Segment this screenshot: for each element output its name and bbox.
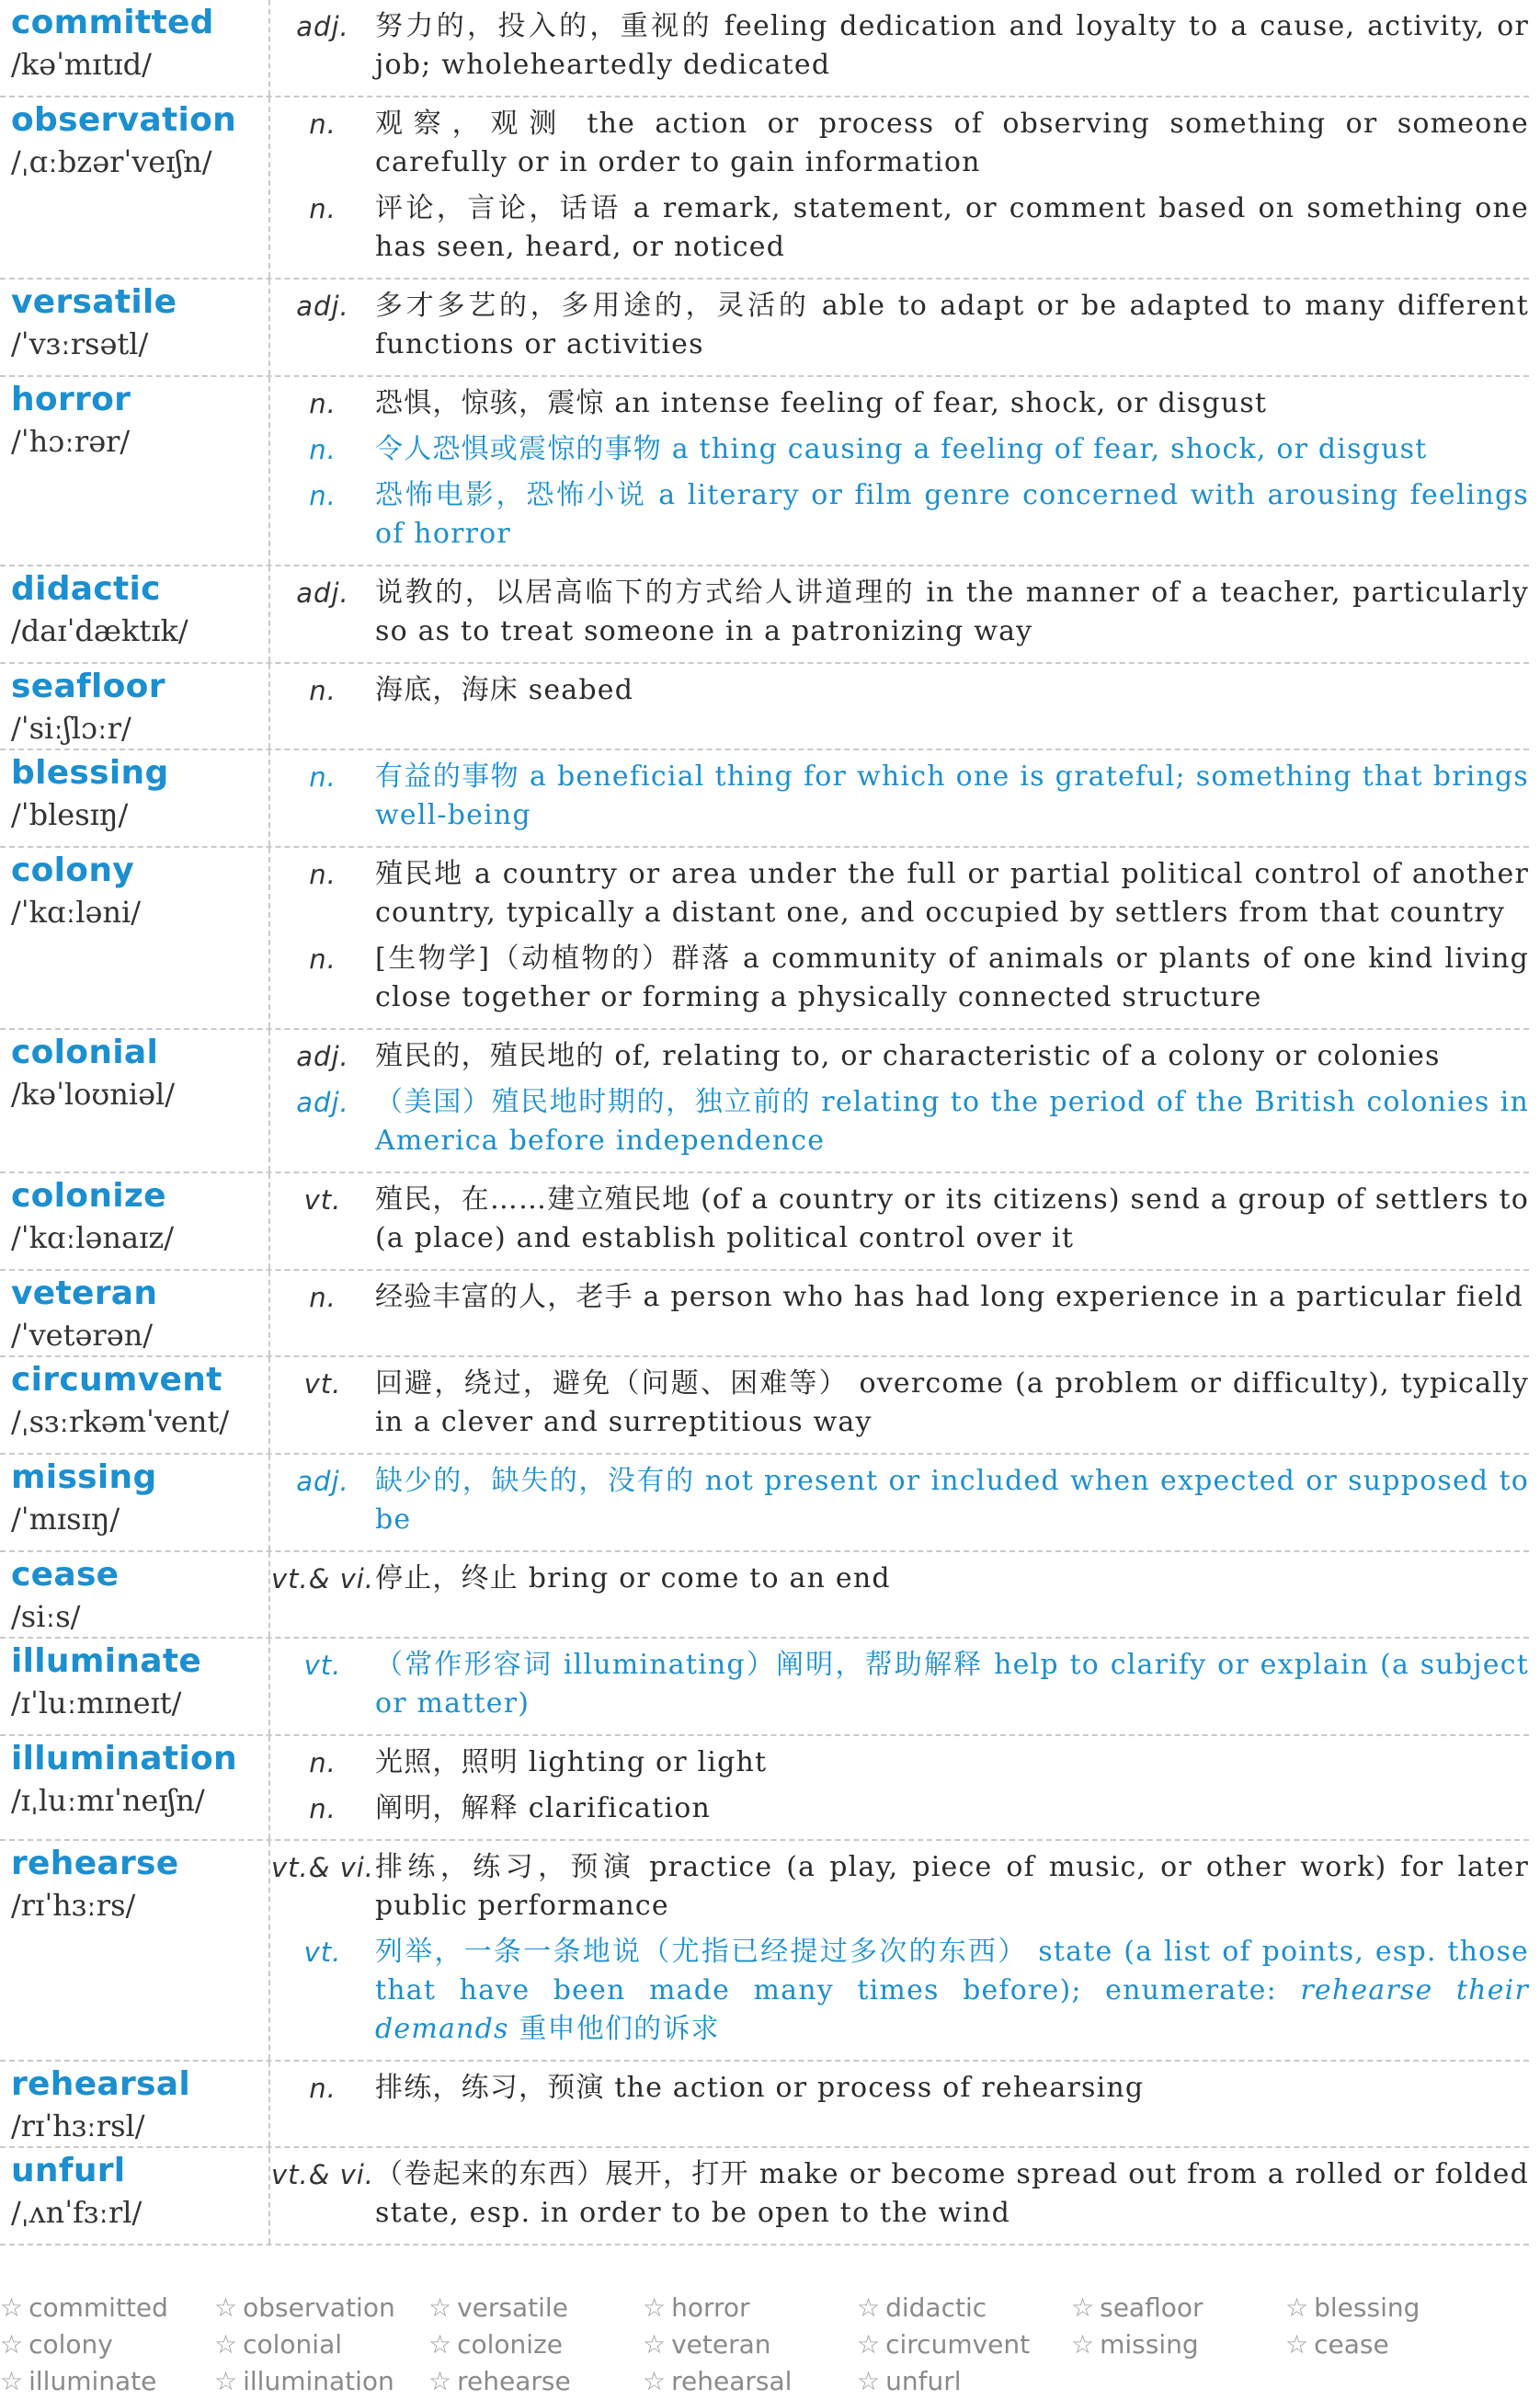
definition-text: 有益的事物 a beneficial thing for which one is grateful; something that brings well-being [375, 760, 1529, 831]
entry-row [0, 1552, 1529, 1639]
index-item [1285, 2290, 1500, 2326]
definition [375, 287, 1529, 364]
index-item [857, 2363, 1071, 2400]
example-phrase: rehearse their demands [375, 1974, 1529, 2045]
index-item [428, 2326, 643, 2363]
part-of-speech: vt. [303, 1184, 342, 1216]
index-word: seafloor [1100, 2292, 1203, 2323]
headword-cell [0, 664, 270, 749]
definition [375, 7, 1529, 85]
index-item [428, 2290, 643, 2326]
part-of-speech: n. [309, 1282, 337, 1313]
part-of-speech: n. [309, 2073, 337, 2104]
senses-cell [270, 2062, 1529, 2146]
index-item [643, 2290, 857, 2326]
definition [375, 1848, 1529, 1926]
definition-text: 多才多艺的，多用途的，灵活的 able to adapt or be adapted to many different functions or activities [375, 290, 1529, 360]
star-icon: ☆ [1285, 2292, 1309, 2323]
entry-row [0, 2062, 1529, 2148]
part-of-speech: n. [309, 109, 337, 140]
phonetic: /ˈkɑːlənaɪz/ [11, 1220, 174, 1255]
index-item [214, 2290, 428, 2326]
definition [375, 105, 1529, 182]
part-of-speech: n. [309, 1793, 337, 1824]
senses-cell [270, 1357, 1529, 1453]
part-of-speech: n. [309, 388, 337, 419]
word-index [0, 2290, 1529, 2400]
part-of-speech: adj. [296, 1087, 349, 1118]
index-word: cease [1314, 2329, 1389, 2360]
senses-cell [270, 377, 1529, 565]
definition-text: 恐怖电影，恐怖小说 a literary or film genre concerned with arousing feelings of horror [375, 479, 1529, 550]
part-of-speech: n. [309, 943, 337, 975]
definition [375, 1789, 1529, 1828]
index-word: rehearsal [671, 2366, 793, 2396]
index-item [0, 2290, 214, 2326]
star-icon: ☆ [0, 2292, 24, 2323]
definition-text: 令人恐惧或震惊的事物 a thing causing a feeling of fear, shock, or disgust [375, 433, 1428, 465]
entry-row [0, 750, 1529, 848]
index-word: circumvent [885, 2329, 1031, 2360]
sense [270, 1743, 1529, 1782]
star-icon: ☆ [214, 2329, 238, 2360]
index-row [0, 2363, 1529, 2400]
definition-text: 殖民地 a country or area under the full or partial political control of another country, typically a distant one, and occupied by settlers from that country [375, 858, 1529, 929]
definition-text: 努力的，投入的，重视的 feeling dedication and loyalty to a cause, activity, or job; wholeheartedly dedicated [375, 10, 1529, 81]
index-word: colonial [243, 2329, 343, 2360]
definition [375, 1181, 1529, 1258]
index-word: committed [29, 2292, 168, 2323]
senses-cell [270, 280, 1529, 375]
sense [270, 2155, 1529, 2233]
phonetic: /kəˈmɪtɪd/ [11, 47, 152, 82]
headword: observation [11, 101, 237, 139]
entry-row [0, 97, 1529, 280]
headword-cell [0, 1271, 270, 1355]
entry-row [0, 848, 1529, 1030]
definition-text: 列举，一条一条地说（尤指已经提过多次的东西） state (a list of points, esp. those that have been made many times before); enumerate: [375, 1936, 1529, 2006]
senses-cell [270, 2148, 1529, 2244]
part-of-speech: n. [309, 193, 337, 224]
headword: colony [11, 851, 135, 889]
entry-row [0, 1357, 1529, 1455]
sense [270, 671, 1529, 710]
definition-text: 恐惧，惊骇，震惊 an intense feeling of fear, shock, or disgust [375, 387, 1268, 419]
index-item [1071, 2290, 1285, 2326]
sense [270, 2069, 1529, 2108]
headword: versatile [11, 283, 177, 321]
part-of-speech: vt. [303, 1368, 342, 1400]
senses-cell [270, 848, 1529, 1028]
senses-cell [270, 664, 1529, 749]
part-of-speech: vt. [303, 1650, 342, 1681]
sense [270, 1560, 1529, 1598]
star-icon: ☆ [1071, 2292, 1095, 2323]
phonetic: /ˈvetərən/ [11, 1318, 154, 1353]
index-word: illuminate [29, 2366, 157, 2396]
senses-cell [270, 1841, 1529, 2060]
headword-cell [0, 1736, 270, 1839]
sense [270, 1646, 1529, 1723]
part-of-speech: n. [309, 859, 337, 890]
index-item [0, 2326, 214, 2363]
definition [375, 1365, 1529, 1442]
senses-cell [270, 1736, 1529, 1839]
definition [375, 189, 1529, 267]
definition [375, 758, 1529, 835]
index-item [857, 2326, 1071, 2363]
phonetic: /ˈsiːʃlɔːr/ [11, 711, 131, 746]
definition [375, 1037, 1529, 1076]
senses-cell [270, 1030, 1529, 1171]
headword: cease [11, 1556, 120, 1594]
definition-text: 回避，绕过，避免（问题、困难等） overcome (a problem or difficulty), typically in a clever and surreptitious way [375, 1367, 1529, 1438]
part-of-speech: n. [309, 1747, 337, 1778]
star-icon: ☆ [1285, 2329, 1309, 2360]
part-of-speech: adj. [296, 577, 349, 609]
headword-cell [0, 280, 270, 375]
phonetic: /ˈblesɪŋ/ [11, 797, 129, 832]
phonetic: /ɪˈluːmɪneɪt/ [11, 1686, 182, 1720]
definition [375, 430, 1529, 469]
part-of-speech: n. [309, 675, 337, 706]
headword: horror [11, 381, 131, 418]
part-of-speech: vt.& vi. [270, 1852, 375, 1883]
definition-text: 经验丰富的人，老手 a person who has had long experience in a particular field [375, 1281, 1523, 1313]
definition [375, 1933, 1529, 2049]
definition [375, 384, 1529, 423]
sense [270, 1181, 1529, 1258]
senses-cell [270, 97, 1529, 278]
senses-cell [270, 1271, 1529, 1355]
part-of-speech: adj. [296, 1466, 349, 1497]
phonetic: /ˈmɪsɪŋ/ [11, 1502, 120, 1537]
index-word: colonize [457, 2329, 563, 2360]
star-icon: ☆ [643, 2366, 667, 2396]
index-item [214, 2326, 428, 2363]
index-item [0, 2363, 214, 2400]
headword-cell [0, 1552, 270, 1637]
phonetic: /rɪˈhɜːrs/ [11, 1888, 136, 1923]
definition-text: （美国）殖民地时期的，独立前的 relating to the period of the British colonies in America before independence [375, 1086, 1529, 1157]
headword-cell [0, 750, 270, 846]
headword-cell [0, 1357, 270, 1453]
sense [270, 1848, 1529, 1926]
definition-text: 海底，海床 seabed [375, 674, 634, 706]
entry-row [0, 664, 1529, 750]
definition-text: 观察，观测 the action or process of observing something or someone carefully or in order to gain information [375, 108, 1529, 178]
sense [270, 574, 1529, 651]
definition-text: 说教的，以居高临下的方式给人讲道理的 in the manner of a teacher, particularly so as to treat someone in a patronizing way [375, 577, 1529, 647]
definition-text: （常作形容词 illuminating）阐明，帮助解释 help to clarify or explain (a subject or matter) [375, 1649, 1529, 1720]
star-icon: ☆ [214, 2292, 238, 2323]
example-translation: 重申他们的诉求 [508, 2013, 720, 2045]
part-of-speech: n. [309, 480, 337, 511]
entry-row [0, 1030, 1529, 1173]
star-icon: ☆ [428, 2329, 452, 2360]
definition [375, 1278, 1529, 1317]
definition [375, 855, 1529, 932]
entry-row [0, 566, 1529, 664]
index-row [0, 2290, 1529, 2326]
star-icon: ☆ [643, 2329, 667, 2360]
part-of-speech: vt. [303, 1937, 342, 1968]
index-item [1071, 2326, 1285, 2363]
senses-cell [270, 1455, 1529, 1550]
index-word: veteran [671, 2329, 771, 2360]
sense [270, 940, 1529, 1017]
definition [375, 476, 1529, 554]
phonetic: /kəˈloʊniəl/ [11, 1077, 176, 1112]
entry-row [0, 0, 1529, 97]
phonetic: /ˈvɜːrsətl/ [11, 326, 149, 361]
sense [270, 1278, 1529, 1317]
definition-text: 殖民，在……建立殖民地 (of a country or its citizens) send a group of settlers to (a place) and establish political control over it [375, 1183, 1529, 1254]
phonetic: /ɪˌluːmɪˈneɪʃn/ [11, 1783, 205, 1818]
part-of-speech: adj. [296, 11, 349, 42]
index-row [0, 2326, 1529, 2363]
sense [270, 1083, 1529, 1160]
star-icon: ☆ [643, 2292, 667, 2323]
entry-row [0, 1639, 1529, 1736]
definition-text: 光照，照明 lighting or light [375, 1746, 768, 1778]
definition [375, 1083, 1529, 1160]
index-word: observation [243, 2292, 395, 2323]
sense [270, 105, 1529, 182]
definition-text: [生物学]（动植物的）群落 a community of animals or plants of one kind living close together or forming a physically connected structure [375, 943, 1529, 1013]
phonetic: /daɪˈdæktɪk/ [11, 613, 188, 648]
sense [270, 1789, 1529, 1828]
definition [375, 1560, 1529, 1598]
headword-cell [0, 1841, 270, 2060]
headword: colonial [11, 1034, 159, 1071]
sense [270, 1037, 1529, 1076]
star-icon: ☆ [857, 2329, 881, 2360]
headword: circumvent [11, 1361, 222, 1399]
senses-cell [270, 0, 1529, 96]
star-icon: ☆ [0, 2366, 24, 2396]
senses-cell [270, 750, 1529, 846]
index-item [428, 2363, 643, 2400]
index-item [214, 2363, 428, 2400]
definition [375, 2155, 1529, 2233]
phonetic: /ˈkɑːləni/ [11, 895, 142, 930]
definition-text: 殖民的，殖民地的 of, relating to, or characteristic of a colony or colonies [375, 1040, 1441, 1072]
index-word: didactic [885, 2292, 987, 2323]
entry-row [0, 377, 1529, 566]
definition-text: （卷起来的东西）展开，打开 make or become spread out from a rolled or folded state, esp. in order to be open to the wind [375, 2158, 1529, 2229]
star-icon: ☆ [1071, 2329, 1095, 2360]
star-icon: ☆ [428, 2366, 452, 2396]
entry-row [0, 1173, 1529, 1271]
headword-cell [0, 2148, 270, 2244]
headword-cell [0, 1173, 270, 1269]
headword-cell [0, 97, 270, 278]
definition-text: 排练，练习，预演 the action or process of rehearsing [375, 2072, 1145, 2104]
sense [270, 1933, 1529, 2049]
definition-text: 阐明，解释 clarification [375, 1792, 711, 1824]
definition-text: 停止，终止 bring or come to an end [375, 1562, 891, 1594]
headword: illuminate [11, 1642, 202, 1680]
index-word: unfurl [885, 2366, 962, 2396]
entry-row [0, 1455, 1529, 1552]
headword-cell [0, 1639, 270, 1734]
phonetic: /ˌɑːbzərˈveɪʃn/ [11, 144, 212, 179]
entry-row [0, 2148, 1529, 2246]
phonetic: /ˈhɔːrər/ [11, 424, 131, 459]
index-word: versatile [457, 2292, 568, 2323]
index-word: missing [1100, 2329, 1199, 2360]
part-of-speech: n. [309, 434, 337, 465]
star-icon: ☆ [857, 2292, 881, 2323]
definition [375, 1462, 1529, 1539]
headword: illumination [11, 1740, 237, 1777]
part-of-speech: vt.& vi. [270, 1563, 375, 1594]
phonetic: /siːs/ [11, 1599, 81, 1634]
sense [270, 430, 1529, 469]
part-of-speech: adj. [296, 291, 349, 322]
star-icon: ☆ [214, 2366, 238, 2396]
index-word: illumination [243, 2366, 394, 2396]
entry-row [0, 1736, 1529, 1841]
sense [270, 758, 1529, 835]
sense [270, 476, 1529, 554]
phonetic: /ˌsɜːrkəmˈvent/ [11, 1404, 230, 1439]
senses-cell [270, 1639, 1529, 1734]
star-icon: ☆ [0, 2329, 24, 2360]
star-icon: ☆ [428, 2292, 452, 2323]
headword: veteran [11, 1274, 158, 1312]
headword-cell [0, 377, 270, 565]
index-item [643, 2326, 857, 2363]
definition-text: 评论，言论，话语 a remark, statement, or comment based on something one has seen, heard, or noticed [375, 192, 1529, 263]
headword: blessing [11, 754, 169, 792]
senses-cell [270, 566, 1529, 662]
definition-text: 缺少的，缺失的，没有的 not present or included when expected or supposed to be [375, 1465, 1529, 1536]
index-word: colony [29, 2329, 113, 2360]
definition [375, 1743, 1529, 1782]
index-word: rehearse [457, 2366, 571, 2396]
part-of-speech: adj. [296, 1041, 349, 1072]
definition [375, 671, 1529, 710]
sense [270, 855, 1529, 932]
entry-row [0, 280, 1529, 377]
entry-row [0, 1271, 1529, 1357]
sense [270, 384, 1529, 423]
sense [270, 7, 1529, 85]
entry-row [0, 1841, 1529, 2062]
headword-cell [0, 848, 270, 1028]
definition [375, 2069, 1529, 2108]
headword: didactic [11, 570, 161, 608]
headword: colonize [11, 1177, 166, 1215]
headword-cell [0, 0, 270, 96]
sense [270, 1462, 1529, 1539]
definition-text: 排练，练习，预演 practice (a play, piece of music, or other work) for later public performance [375, 1851, 1529, 1922]
headword-cell [0, 2062, 270, 2146]
sense [270, 189, 1529, 267]
index-item [643, 2363, 857, 2400]
sense [270, 287, 1529, 364]
senses-cell [270, 1552, 1529, 1637]
star-icon: ☆ [857, 2366, 881, 2396]
headword: unfurl [11, 2152, 126, 2189]
part-of-speech: vt.& vi. [270, 2159, 375, 2190]
index-word: blessing [1314, 2292, 1420, 2323]
headword: rehearse [11, 1845, 179, 1882]
definition [375, 574, 1529, 651]
headword-cell [0, 1030, 270, 1171]
phonetic: /ˌʌnˈfɜːrl/ [11, 2195, 143, 2230]
index-item [1285, 2326, 1500, 2363]
headword: committed [11, 4, 214, 41]
definition [375, 1646, 1529, 1723]
sense [270, 1365, 1529, 1442]
headword-cell [0, 1455, 270, 1550]
definition [375, 940, 1529, 1017]
index-word: horror [671, 2292, 750, 2323]
headword: seafloor [11, 668, 165, 705]
headword: rehearsal [11, 2065, 191, 2103]
headword: missing [11, 1458, 157, 1496]
headword-cell [0, 566, 270, 662]
index-item [857, 2290, 1071, 2326]
senses-cell [270, 1173, 1529, 1269]
part-of-speech: n. [309, 761, 337, 793]
phonetic: /rɪˈhɜːrsl/ [11, 2109, 145, 2143]
